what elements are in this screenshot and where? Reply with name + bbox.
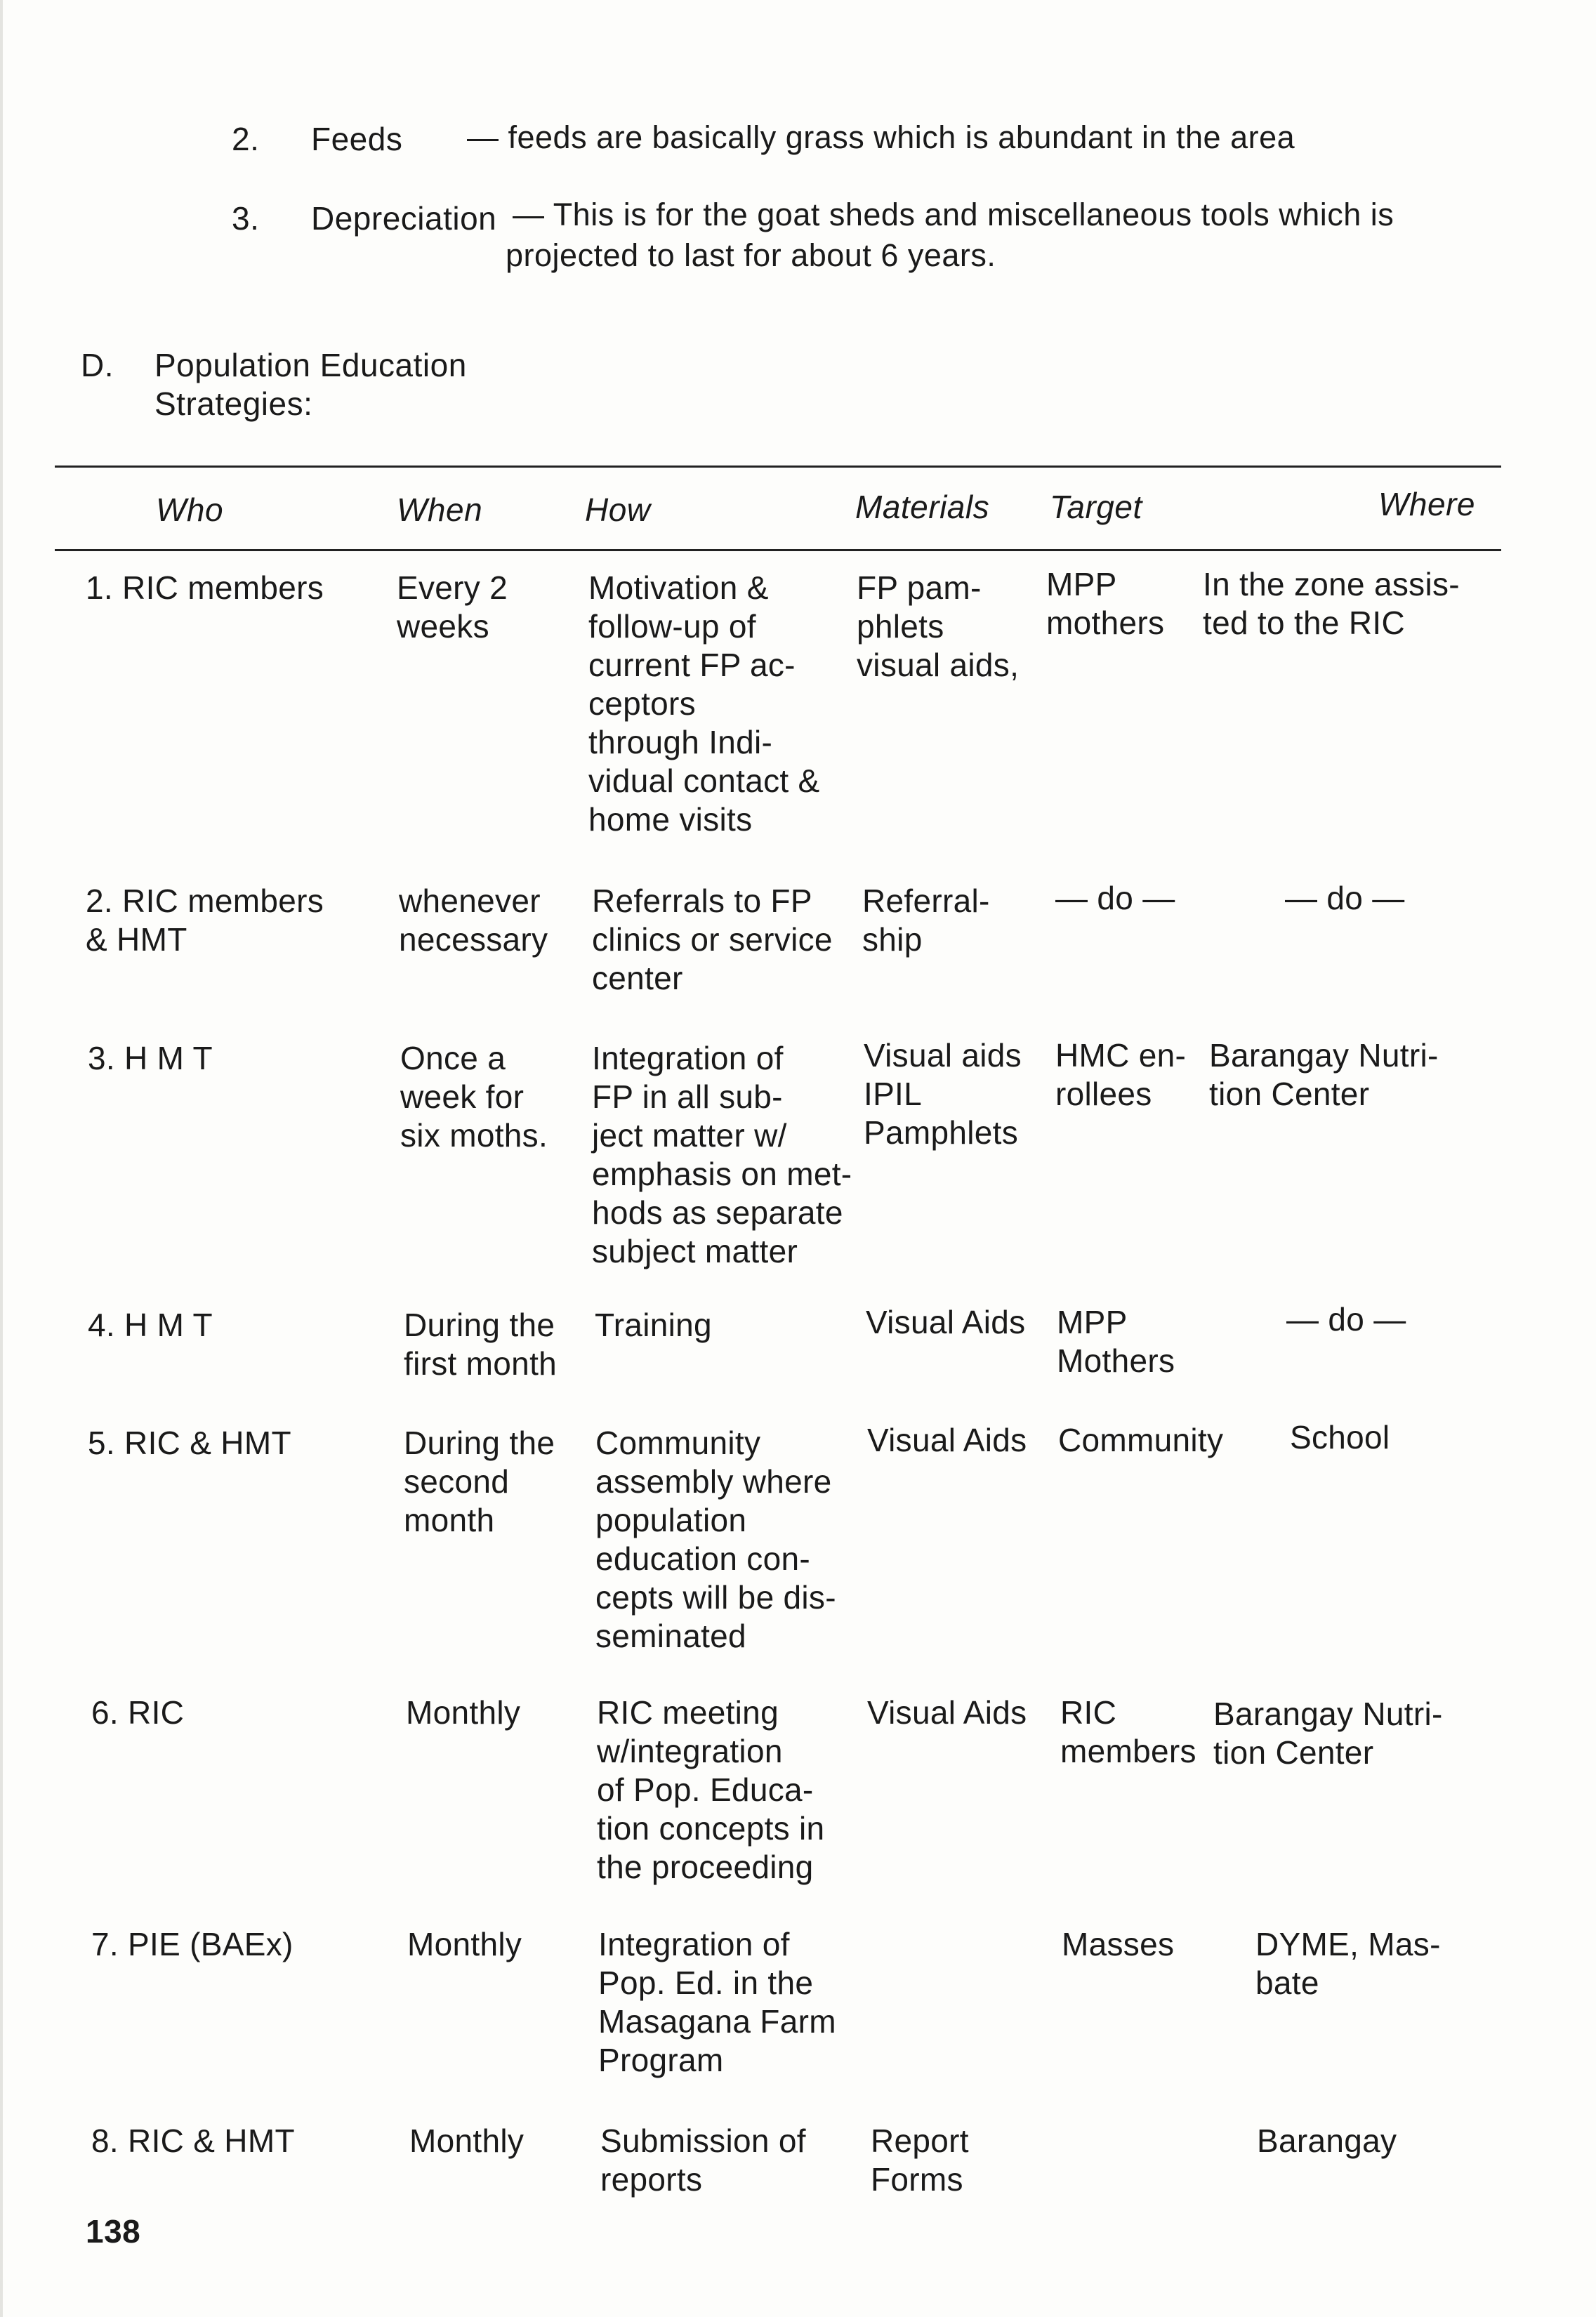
section-title-line2: Strategies: — [154, 385, 313, 422]
note-3-text: — This is for the goat sheds and miscellaneous tools which is — [513, 197, 1394, 232]
table-header-rule — [55, 549, 1501, 551]
row-5-who: 5. RIC & HMT — [88, 1425, 291, 1461]
row-7-where: DYME, Mas- bate — [1255, 1926, 1441, 2001]
header-who: Who — [156, 491, 224, 528]
row-1-who: 1. RIC members — [86, 569, 324, 606]
row-4-target: MPP Mothers — [1057, 1304, 1175, 1379]
row-1-target: MPP mothers — [1046, 566, 1165, 641]
page-edge-shadow — [0, 0, 3, 2317]
row-1-where: In the zone assis- ted to the RIC — [1203, 566, 1460, 641]
row-7-who: 7. PIE (BAEx) — [91, 1926, 294, 1962]
row-2-materials: Referral- ship — [862, 883, 990, 958]
header-materials: Materials — [855, 489, 990, 525]
table-top-rule — [55, 466, 1501, 468]
row-1-how: Motivation & follow-up of current FP ac- ceptors through Indi- vidual contact & home visits — [588, 569, 820, 838]
row-2-target: — do — — [1055, 880, 1175, 916]
row-2-when: whenever necessary — [399, 883, 548, 958]
row-6-target: RIC members — [1060, 1694, 1196, 1769]
row-6-who: 6. RIC — [91, 1694, 185, 1731]
page-number: 138 — [86, 2213, 141, 2250]
row-7-when: Monthly — [407, 1926, 522, 1962]
note-3-label: Depreciation — [311, 200, 497, 237]
row-3-materials: Visual aids IPIL Pamphlets — [864, 1037, 1022, 1151]
section-title-line1: Population Education — [154, 347, 467, 383]
row-3-where: Barangay Nutri- tion Center — [1209, 1037, 1439, 1112]
row-3-target: HMC en- rollees — [1055, 1037, 1187, 1112]
row-4-where: — do — — [1286, 1301, 1406, 1338]
row-7-target: Masses — [1062, 1926, 1175, 1962]
row-6-where: Barangay Nutri- tion Center — [1213, 1696, 1443, 1771]
row-5-materials: Visual Aids — [867, 1422, 1027, 1458]
row-4-when: During the first month — [404, 1307, 558, 1382]
section-letter: D. — [81, 347, 114, 383]
row-8-materials: Report Forms — [871, 2123, 969, 2198]
row-5-target: Community — [1058, 1422, 1224, 1458]
header-when: When — [397, 491, 483, 528]
row-4-materials: Visual Aids — [866, 1304, 1026, 1340]
note-3-number: 3. — [232, 200, 260, 237]
row-5-when: During the second month — [404, 1425, 555, 1538]
header-target: Target — [1050, 489, 1142, 525]
row-5-how: Community assembly where population education con- cepts will be dis- seminated — [595, 1425, 836, 1654]
row-2-how: Referrals to FP clinics or service center — [592, 883, 833, 996]
row-3-how: Integration of FP in all sub- ject matter w/ emphasis on met- hods as separate subject matter — [592, 1040, 852, 1269]
row-7-how: Integration of Pop. Ed. in the Masagana Farm Program — [598, 1926, 836, 2078]
row-3-who: 3. H M T — [88, 1040, 213, 1076]
header-how: How — [585, 491, 651, 528]
row-5-where: School — [1290, 1419, 1390, 1455]
row-4-how: Training — [595, 1307, 712, 1343]
row-6-when: Monthly — [406, 1694, 521, 1731]
row-6-materials: Visual Aids — [867, 1694, 1027, 1731]
row-2-who: 2. RIC members & HMT — [86, 883, 324, 958]
note-2-label: Feeds — [311, 121, 403, 157]
note-2-text: — feeds are basically grass which is abundant in the area — [467, 119, 1295, 155]
row-8-where: Barangay — [1257, 2123, 1397, 2159]
row-8-when: Monthly — [409, 2123, 525, 2159]
row-6-how: RIC meeting w/integration of Pop. Educa- tion concepts in the proceeding — [597, 1694, 825, 1885]
row-1-materials: FP pam- phlets visual aids, — [857, 569, 1020, 683]
note-2-number: 2. — [232, 121, 260, 157]
row-2-where: — do — — [1285, 880, 1405, 916]
row-8-who: 8. RIC & HMT — [91, 2123, 295, 2159]
header-where: Where — [1378, 486, 1475, 522]
note-3-text-continued: projected to last for about 6 years. — [506, 237, 996, 273]
row-1-when: Every 2 weeks — [397, 569, 508, 645]
row-4-who: 4. H M T — [88, 1307, 213, 1343]
row-3-when: Once a week for six moths. — [400, 1040, 548, 1154]
row-8-how: Submission of reports — [600, 2123, 806, 2198]
